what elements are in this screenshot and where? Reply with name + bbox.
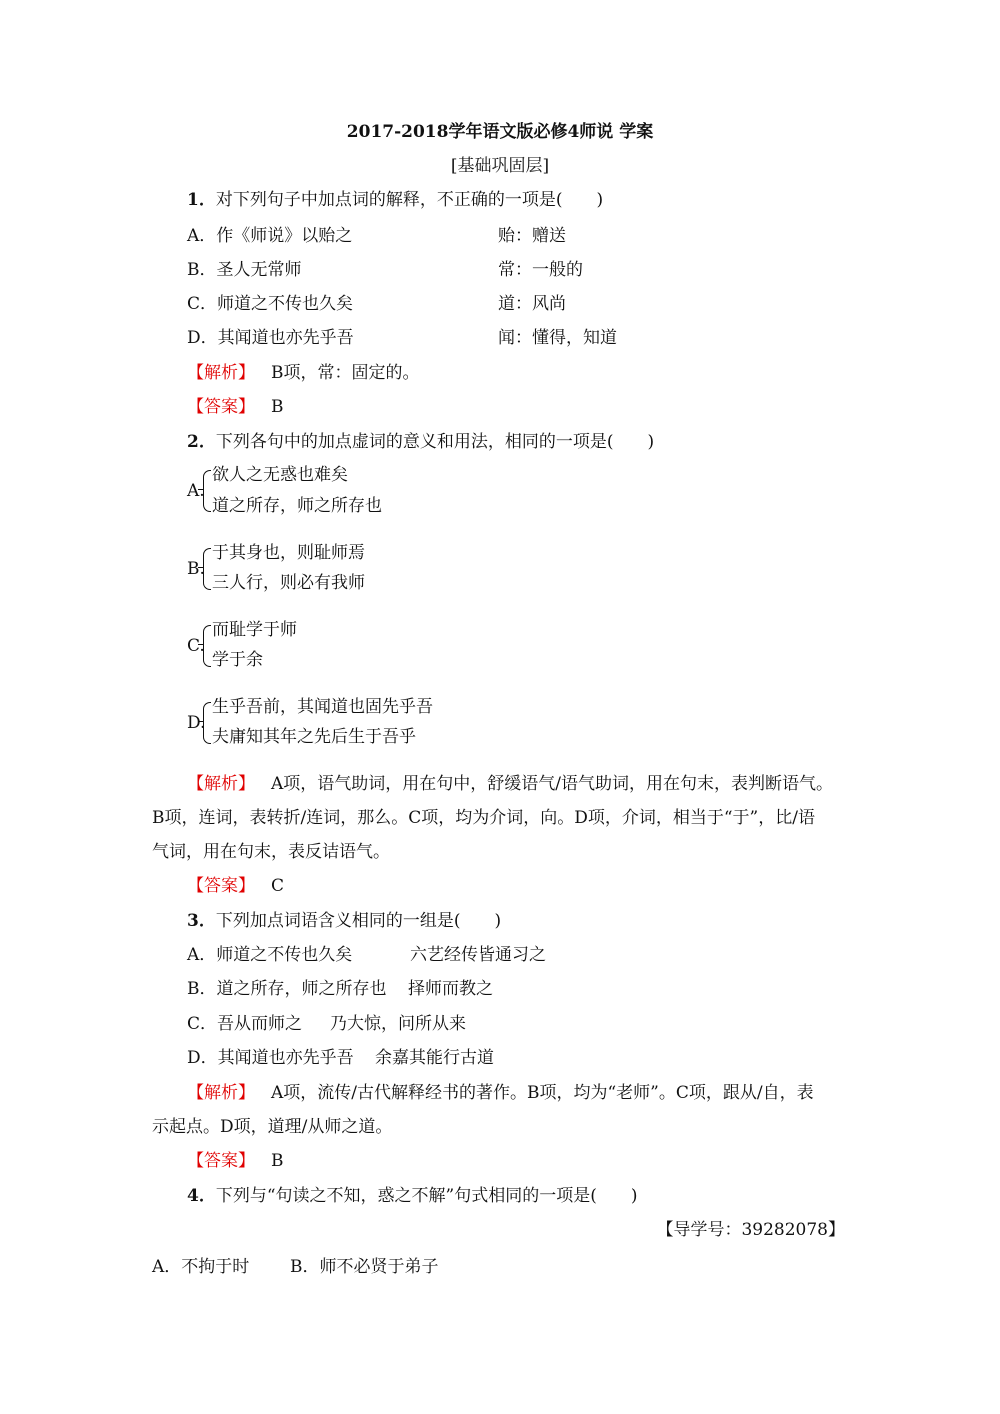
analysis-tag: 【解析】 xyxy=(187,363,255,383)
option-a-compare: 六艺经传皆通习之 xyxy=(410,945,546,965)
option-d-compare: 余嘉其能行古道 xyxy=(375,1048,494,1068)
option-c-line1: 而耻学于师 xyxy=(212,620,297,640)
option-c-line2: 学于余 xyxy=(212,650,263,670)
analysis xyxy=(187,1081,814,1105)
analysis xyxy=(187,361,420,385)
analysis-text: 示起点。D项，道理/从师之道。 xyxy=(152,1117,393,1137)
section-heading: [基础巩固层] xyxy=(450,156,550,176)
brace-icon xyxy=(203,548,211,590)
question-number: 2． xyxy=(187,432,216,452)
option-a: A．不拘于时 xyxy=(152,1257,250,1277)
question-number: 4． xyxy=(187,1186,216,1206)
option-b: B．师不必贤于弟子 xyxy=(290,1257,439,1277)
option-a-line2: 道之所存，师之所存也 xyxy=(212,496,382,516)
analysis xyxy=(187,772,833,796)
option-c-label: C. xyxy=(187,636,205,656)
option-d: D．其闻道也亦先乎吾 xyxy=(187,1048,354,1068)
question-number: 1． xyxy=(187,190,216,210)
question-number: 3． xyxy=(187,911,216,931)
page-title: 2017-2018学年语文版必修4师说 学案 xyxy=(346,122,654,142)
analysis-text: 气词，用在句末，表反诘语气。 xyxy=(152,842,390,862)
option-b-label: B. xyxy=(187,559,205,579)
option-a-line1: 欲人之无惑也难矣 xyxy=(212,465,348,485)
question-text: 下列加点词语含义相同的一组是( ) xyxy=(215,911,502,931)
answer xyxy=(187,395,284,419)
analysis-text: A项，语气助词，用在句中，舒缓语气/语气助词，用在句末，表判断语气。 xyxy=(271,774,834,794)
guide-number: 【导学号：39282078】 xyxy=(656,1220,845,1240)
option-c-gloss: 道：风尚 xyxy=(498,294,566,314)
analysis-text: B项，连词，表转折/连词，那么。C项，均为介词，向。D项，介词，相当于“于”，比/语 xyxy=(152,808,815,828)
answer xyxy=(187,874,284,898)
option-b: B．圣人无常师 xyxy=(187,260,302,280)
answer xyxy=(187,1149,284,1173)
option-c: C．吾从而师之 xyxy=(187,1014,303,1034)
option-b-compare: 择师而教之 xyxy=(408,979,493,999)
answer-tag: 【答案】 xyxy=(187,1151,255,1171)
question-4-stem xyxy=(187,1184,638,1208)
option-a-label: A. xyxy=(187,481,205,501)
option-d-label: D. xyxy=(187,713,206,733)
question-text: 下列与“句读之不知，惑之不解”句式相同的一项是( ) xyxy=(215,1186,638,1206)
analysis-tag: 【解析】 xyxy=(187,774,255,794)
option-d: D．其闻道也亦先乎吾 xyxy=(187,328,354,348)
answer-text: B xyxy=(271,397,284,417)
option-c: C．师道之不传也久矣 xyxy=(187,294,354,314)
answer-tag: 【答案】 xyxy=(187,397,255,417)
brace-icon xyxy=(203,625,211,667)
brace-icon xyxy=(203,470,211,512)
option-b-gloss: 常：一般的 xyxy=(498,260,583,280)
analysis-text: B项，常：固定的。 xyxy=(271,363,420,383)
option-b: B．道之所存，师之所存也 xyxy=(187,979,387,999)
answer-text: B xyxy=(271,1151,284,1171)
question-1-stem xyxy=(187,188,603,212)
question-2-stem xyxy=(187,430,654,454)
brace-icon xyxy=(203,702,211,744)
question-text: 对下列句子中加点词的解释，不正确的一项是( ) xyxy=(215,190,604,210)
analysis-tag: 【解析】 xyxy=(187,1083,255,1103)
option-a-gloss: 贻：赠送 xyxy=(498,226,566,246)
option-b-line1: 于其身也，则耻师焉 xyxy=(212,543,365,563)
question-text: 下列各句中的加点虚词的意义和用法，相同的一项是( ) xyxy=(215,432,655,452)
option-a: A．师道之不传也久矣 xyxy=(187,945,353,965)
option-d-line2: 夫庸知其年之先后生于吾乎 xyxy=(212,727,416,747)
question-3-stem xyxy=(187,909,501,933)
option-b-line2: 三人行，则必有我师 xyxy=(212,573,365,593)
analysis-text: A项，流传/古代解释经书的著作。B项，均为“老师”。C项，跟从/自，表 xyxy=(271,1083,814,1103)
option-a: A．作《师说》以贻之 xyxy=(187,226,353,246)
option-d-line1: 生乎吾前，其闻道也固先乎吾 xyxy=(212,697,433,717)
option-d-gloss: 闻：懂得，知道 xyxy=(498,328,617,348)
answer-tag: 【答案】 xyxy=(187,876,255,896)
option-c-compare: 乃大惊，问所从来 xyxy=(330,1014,466,1034)
answer-text: C xyxy=(271,876,285,896)
